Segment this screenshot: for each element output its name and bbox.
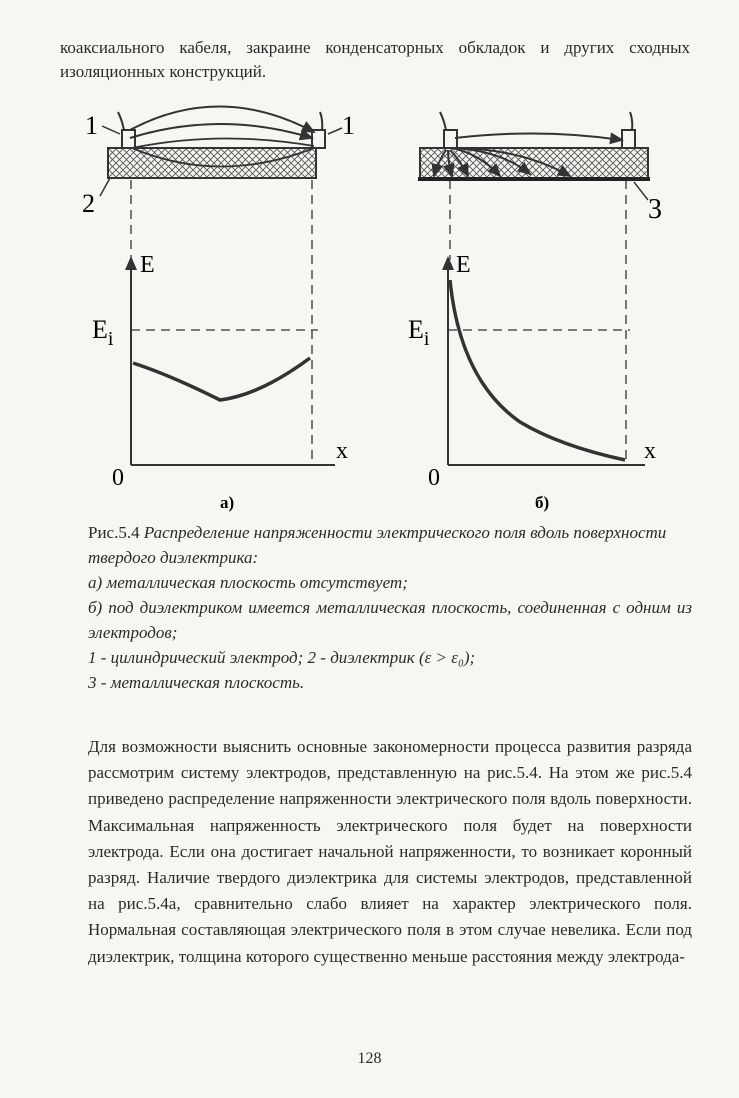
body-paragraph: Для возможности выяснить основные закономерности процесса развития разряда рассмотрим систему электродов, представленную на рис.5.4. На этом же рис.5.4 приведено распределение напряженности электрического поля вдоль поверхности. Максимальная напряженность электрического поля будет на поверхности электрода. Если она достигает начальной напряженности, то возникает коронный разряд. Наличие твердого диэлектрика для системы электродов, представленной на рис.5.4а, сравнительно слабо влияет на характер электрического поля. Нормальная составляющая электрического поля в этом случае невелика. Если под диэлектрик, толщина которого существенно меньше расстояния между электрода-	[88, 737, 692, 966]
electrode-left-b	[444, 130, 457, 148]
field-line	[455, 133, 622, 140]
electrode-left-a	[122, 130, 135, 148]
x-axis-label-b: x	[644, 438, 656, 464]
caption-item-12	[88, 645, 692, 670]
field-line	[130, 124, 312, 138]
y-axis-label-b: E	[456, 252, 471, 278]
dielectric-label: 2	[82, 189, 95, 218]
panel-a-sublabel: а)	[220, 493, 235, 512]
caption-prefix: Рис.5.4	[88, 523, 140, 542]
metal-plane-label: 3	[648, 194, 662, 225]
caption-text: Распределение напряженности электрического поля вдоль поверхности твердого диэлектрика:	[88, 523, 667, 567]
caption-item-3-text: 3 - металлическая плоскость.	[88, 673, 305, 692]
electrode-label-left: 1	[85, 111, 98, 140]
figure-caption	[88, 520, 692, 695]
origin-label-b: 0	[428, 465, 440, 491]
caption-item-a-text: а) металлическая плоскость отсутствует;	[88, 573, 408, 592]
field-curve-b	[450, 280, 625, 460]
electrode-label-right: 1	[342, 111, 355, 140]
origin-label-a: 0	[112, 465, 124, 491]
x-axis-label-a: x	[336, 438, 348, 464]
caption-item-3	[88, 670, 692, 695]
electrode-right-b	[622, 130, 635, 148]
field-line	[130, 106, 314, 132]
field-curve-a	[133, 358, 310, 400]
panel-a	[82, 106, 355, 512]
page-number: 128	[357, 1050, 382, 1067]
dielectric-slab-b	[420, 148, 648, 178]
caption-item-b	[88, 595, 692, 645]
panel-b-sublabel: б)	[535, 493, 550, 512]
caption-item-b-text: б) под диэлектриком имеется металлическая плоскость, соединенная с одним из электродов;	[88, 598, 692, 642]
intro-paragraph: коаксиального кабеля, закраине конденсаторных обкладок и других сходных изоляционных конструкций.	[60, 38, 690, 81]
threshold-label-a: $E_i$	[92, 315, 114, 350]
dielectric-slab-a	[108, 148, 316, 178]
panel-b	[408, 112, 662, 512]
caption-title	[88, 520, 692, 570]
figure-5-4	[60, 100, 700, 520]
y-axis-label-a: E	[140, 252, 155, 278]
threshold-label-b: $E_i$	[408, 315, 430, 350]
caption-item-a	[88, 570, 692, 595]
caption-item-12-text: 1 - цилиндрический электрод; 2 - диэлектрик (ε > ε₀);	[88, 648, 476, 667]
figure-drawing	[60, 100, 700, 520]
